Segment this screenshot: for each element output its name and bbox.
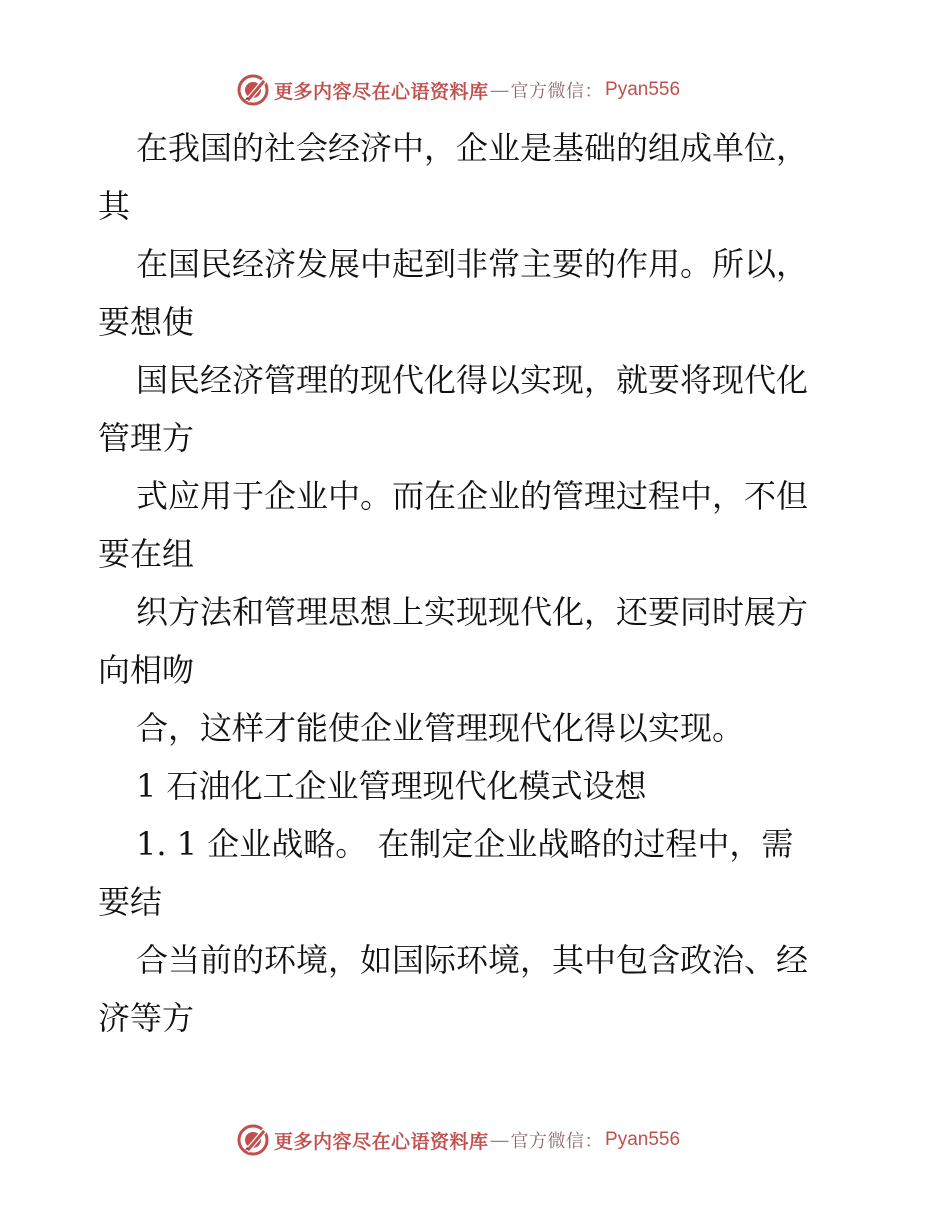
footer-banner-dash: — [490,1129,509,1150]
text-line: 管理方 [98,419,195,457]
text-line: 要结 [98,883,163,921]
text-line: 国民经济管理的现代化得以实现，就要将现代化 [136,361,809,399]
section-heading: 1 石油化工企业管理现代化模式设想 [136,767,647,805]
pen-logo-icon [236,73,270,107]
header-banner-title: 更多内容尽在心语资料库 [274,80,489,103]
text-line: 向相吻 [98,651,195,689]
text-line: 要在组 [98,535,195,573]
text-line: 其 [98,187,131,225]
pen-logo-icon [236,1123,270,1157]
text-line: 式应用于企业中。而在企业的管理过程中，不但 [136,477,809,515]
header-banner-wechat-label: 官方微信： [510,81,604,102]
text-line: 1. 1 企业战略。 在制定企业战略的过程中，需 [136,825,794,863]
text-line: 在国民经济发展中起到非常主要的作用。所以， [136,245,809,283]
text-line: 要想使 [98,303,195,341]
text-line: 织方法和管理思想上实现现代化，还要同时展方 [136,593,809,631]
text-line: 合，这样才能使企业管理现代化得以实现。 [136,709,745,747]
footer-banner [236,1123,680,1157]
text-line: 在我国的社会经济中，企业是基础的组成单位， [136,129,809,167]
text-line: 济等方 [98,999,195,1037]
footer-banner-wechat-id: Pyan556 [605,1129,681,1150]
header-banner-wechat-id: Pyan556 [605,79,681,100]
text-line: 合当前的环境，如国际环境，其中包含政治、经 [136,941,809,979]
header-banner [236,73,680,107]
header-banner-dash: — [490,79,509,100]
footer-banner-title: 更多内容尽在心语资料库 [274,1130,489,1153]
footer-banner-wechat-label: 官方微信： [510,1131,604,1152]
